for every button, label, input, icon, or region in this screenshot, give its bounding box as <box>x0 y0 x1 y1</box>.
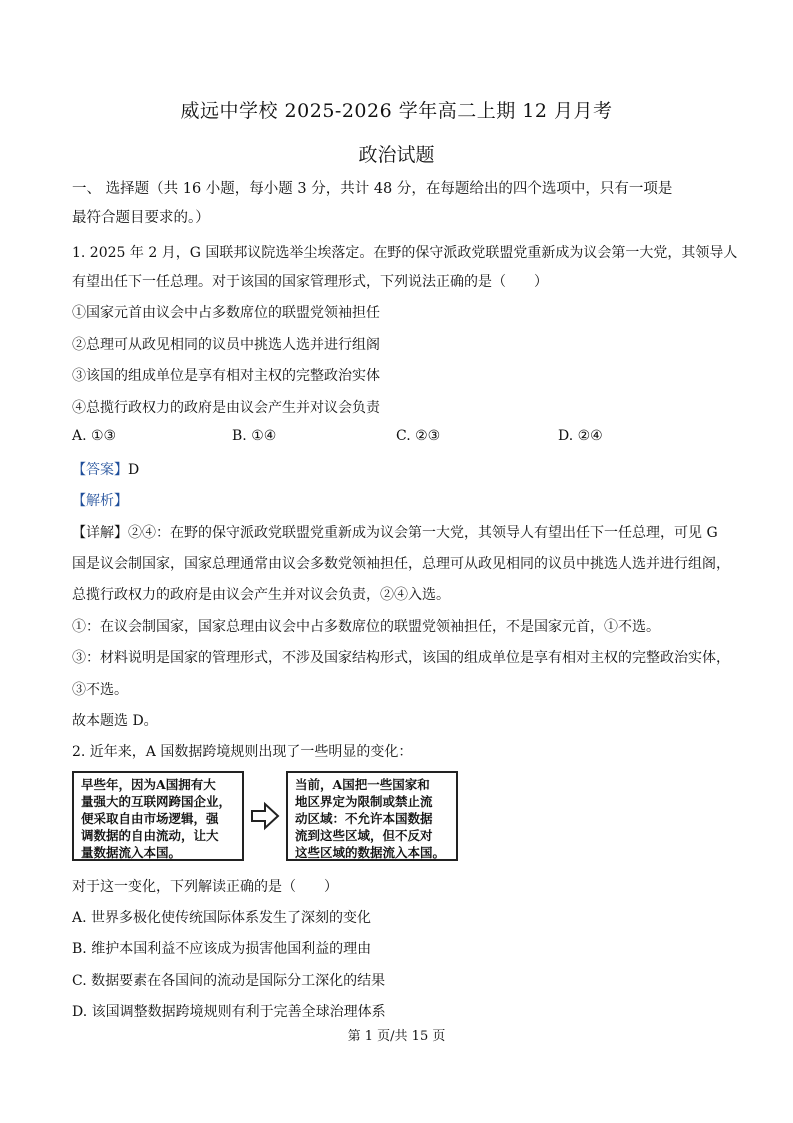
q2-stem: 2. 近年来，A 国数据跨境规则出现了一些明显的变化： <box>72 744 413 760</box>
q1-stem-line-1: 1. 2025 年 2 月，G 国联邦议院选举尘埃落定。在野的保守派政党联盟党重新成为议会第一大党，其领导人 <box>72 245 738 261</box>
section-heading-line-2: 最符合题目要求的。） <box>72 210 210 226</box>
q1-stem-line-2: 有望出任下一任总理。对于该国的国家管理形式，下列说法正确的是（ ） <box>72 274 548 290</box>
box-after-line: 动区域：不允许本国数据 <box>295 811 433 826</box>
q1-answer-line <box>72 459 722 479</box>
exam-title: 威远中学校 2025-2026 学年高二上期 12 月月考 <box>180 100 613 122</box>
q1-item-4: ④总揽行政权力的政府是由议会产生并对议会负责 <box>72 400 380 416</box>
q1-option-c: C. ②③ <box>396 428 441 444</box>
section-heading-line-1: 一、 选择题（共 16 小题，每小题 3 分，共计 48 分，在每题给出的四个选项中，只有一项是 <box>72 181 673 197</box>
box-after-line: 地区界定为限制或禁止流 <box>295 794 433 809</box>
answer-value: D <box>128 462 140 478</box>
q1-detail-line-6: ③不选。 <box>72 682 128 698</box>
box-before-line: 量数据流入本国。 <box>81 845 182 860</box>
box-before-line: 便采取自由市场逻辑，强 <box>81 811 219 826</box>
box-after-line: 流到这些区域，但不反对 <box>295 828 433 843</box>
q1-detail-line-2: 国是议会制国家，国家总理通常由议会多数党领袖担任，总理可从政见相同的议员中挑选人选并进行组阁， <box>72 556 730 572</box>
q1-item-3: ③该国的组成单位是享有相对主权的完整政治实体 <box>72 368 380 384</box>
page-number: 第 1 页/共 15 页 <box>347 1029 446 1044</box>
detail-text-1: ②④：在野的保守派政党联盟党重新成为议会第一大党，其领导人有望出任下一任总理，可见 G <box>128 525 718 541</box>
q1-detail-line-3: 总揽行政权力的政府是由议会产生并对议会负责，②④入选。 <box>72 587 450 603</box>
box-after-line: 当前，A国把一些国家和 <box>295 777 430 792</box>
exam-subject: 政治试题 <box>358 144 435 166</box>
q1-option-a: A. ①③ <box>72 428 117 444</box>
q1-item-1: ①国家元首由议会中占多数席位的联盟党领袖担任 <box>72 305 380 321</box>
q2-option-d: D. 该国调整数据跨境规则有利于完善全球治理体系 <box>72 1004 386 1020</box>
q2-question: 对于这一变化，下列解读正确的是（ ） <box>72 879 338 895</box>
box-before-line: 早些年，因为A国拥有大 <box>81 777 216 792</box>
box-after-line: 这些区域的数据流入本国。 <box>295 845 446 860</box>
q2-option-a: A. 世界多极化使传统国际体系发生了深刻的变化 <box>72 910 372 926</box>
q2-option-c: C. 数据要素在各国间的流动是国际分工深化的结果 <box>72 973 386 989</box>
q2-box-after <box>286 771 458 861</box>
q1-detail-line-4: ①：在议会制国家，国家总理由议会中占多数席位的联盟党领袖担任，不是国家元首，①不选。 <box>72 619 660 635</box>
q1-analysis-line <box>72 490 722 510</box>
q1-conclusion: 故本题选 D。 <box>72 713 158 729</box>
q2-option-b: B. 维护本国利益不应该成为损害他国利益的理由 <box>72 941 372 957</box>
q1-option-d: D. ②④ <box>558 428 603 444</box>
detail-tag: 【详解】 <box>72 525 128 541</box>
q1-detail-line-1 <box>72 522 722 542</box>
q2-box-before <box>72 771 244 861</box>
analysis-tag: 【解析】 <box>72 493 128 509</box>
answer-tag: 【答案】 <box>72 462 128 478</box>
right-arrow-icon <box>250 801 280 831</box>
q1-detail-line-5: ③：材料说明是国家的管理形式，不涉及国家结构形式，该国的组成单位是享有相对主权的完整政治实体， <box>72 650 730 666</box>
q1-option-b: B. ①④ <box>232 428 277 444</box>
box-before-line: 调数据的自由流动，让大 <box>81 828 219 843</box>
box-before-line: 量强大的互联网跨国企业， <box>81 794 232 809</box>
q1-item-2: ②总理可从政见相同的议员中挑选人选并进行组阁 <box>72 337 380 353</box>
